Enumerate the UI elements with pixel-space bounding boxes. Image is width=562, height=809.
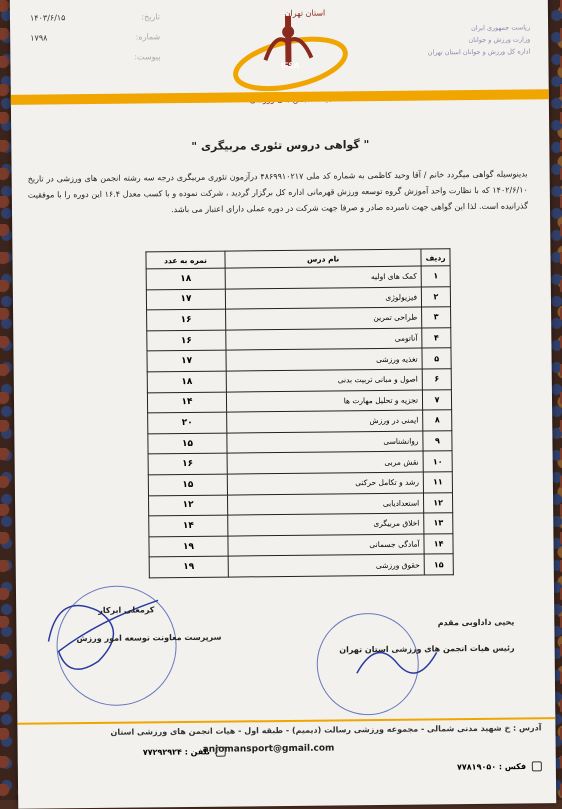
course-grade: ۱۶ [147,330,226,351]
row-number: ۱۳ [424,513,453,534]
course-name: اخلاق مربیگری [228,513,424,536]
certificate-paper [10,0,556,809]
course-name: حقوق ورزشی [228,554,424,577]
course-grade: ۱۶ [147,309,226,330]
course-grade: ۱۵ [148,474,227,495]
course-grade: ۱۶ [148,453,227,474]
phone-icon [216,747,226,757]
signer-left-title: سرپرست معاونت توسعه امور ورزش [76,632,222,644]
row-number: ۵ [422,348,451,369]
course-name: آمادگی جسمانی [228,534,424,557]
date-value: ۱۴۰۳/۶/۱۵ [29,13,66,23]
row-number: ۸ [423,410,452,431]
course-name: رشد و تکامل حرکتی [227,472,423,495]
row-number: ۹ [423,430,452,451]
table-row [149,554,453,578]
number-label: شماره: [135,32,161,42]
course-name: آناتومی [226,328,422,351]
course-grade: ۱۸ [147,371,226,392]
row-number: ۱۰ [423,451,452,472]
certificate-paragraph: بدینوسیله گواهی میگردد خانم / آقا وحید کاظمی به شماره کد ملی ۴۸۶۹۹۱۰۲۱۷ درآزمون تئوری مربیگری درجه سه رشته انجمن های ورزشی در تاریخ ۱۴۰۲/۶/۱۰ که با نظارت واحد آموزش گروه توسعه ورزش قهرمانی اداره کل برگزار گردید ، شرکت نموده و با کسب معدل ۱۶.۴ این دوره را با موفقیت گذرانیده است. لذا این گواهی جهت نامبرده صادر و صرفا جهت شرکت در دوره عملی دارای اعتبار می باشد. [27,169,529,215]
course-grade: ۲۰ [148,412,227,433]
course-grade: ۱۹ [149,556,228,577]
course-grade: ۱۹ [149,536,228,557]
course-name: ایمنی در ورزش [227,410,423,433]
fax-icon [532,761,542,771]
course-name: تغذیه ورزشی [226,348,422,371]
header-ministry-lines [410,21,530,58]
fax-label: فکس : [498,761,527,772]
course-grade: ۱۸ [146,268,225,289]
grades-table [145,248,453,578]
row-number: ۳ [422,307,451,328]
header-line: وزارت ورزش و جوانان [468,35,531,45]
signer-left-name: کرمعلی ابرکار [98,605,155,615]
course-grade: ۱۷ [147,350,226,371]
number-value: ۱۷۹۸ [30,33,48,43]
certificate-title: " گواهی دروس تئوری مربیگری " [191,138,370,153]
row-number: ۴ [422,328,451,349]
date-label: تاریخ: [141,12,161,22]
row-number: ۲ [421,286,450,307]
row-number: ۷ [422,389,451,410]
course-grade: ۱۴ [149,515,228,536]
course-name: فیزیولوژی [225,287,421,310]
course-grade: ۱۲ [148,495,227,516]
course-name: روانشناسی [227,431,423,454]
logo-text-top: استان تهران [284,8,326,18]
course-grade: ۱۷ [146,289,225,310]
footer-phone [143,747,226,758]
header-line: ریاست جمهوری ایران [471,23,531,33]
course-name: کمک های اولیه [225,266,421,289]
header-line: اداره کل ورزش و جوانان استان تهران [427,47,531,57]
row-number: ۱۲ [424,492,453,513]
header-meta [30,7,161,68]
header-row-number: ردیف [421,249,450,266]
handwritten-signature-right [346,632,457,703]
footer-address: آدرس : خ شهید مدنی شمالی - مجموعه ورزشی رسالت (دیمیم) - طبقه اول - هیات انجمن های ورزشی استان [110,723,542,737]
course-name: نقش مربی [227,451,423,474]
attachment-label: پیوست: [134,52,161,62]
course-name: تجزیه و تحلیل مهارت ها [226,390,422,413]
row-number: ۱۱ [423,472,452,493]
course-name: اصول و مبانی تربیت بدنی [226,369,422,392]
phone-value: ۷۷۲۹۲۹۲۴ [142,747,182,757]
header-course: نام درس [225,249,421,268]
signer-right-title: رئیس هیات انجمن های ورزشی استان تهران [339,643,515,655]
row-number: ۶ [422,369,451,390]
logo-abbr: IFSA [281,60,300,70]
row-number: ۱۵ [424,554,453,575]
header-grade: نمره به عدد [146,251,225,269]
course-grade: ۱۴ [147,392,226,413]
fax-value: ۷۷۸۱۹۰۵۰ [456,762,497,772]
row-number: ۱ [421,266,450,287]
course-grade: ۱۵ [148,433,227,454]
signer-right-name: یحیی داداوبی مقدم [437,617,515,628]
footer-fax [457,761,542,772]
footer-email[interactable]: anjomansport@gmail.com [202,743,335,755]
course-name: استعدادیابی [227,493,423,516]
course-name: طراحی تمرین [226,307,422,330]
phone-label: تلفن : [184,747,210,757]
row-number: ۱۴ [424,533,453,554]
